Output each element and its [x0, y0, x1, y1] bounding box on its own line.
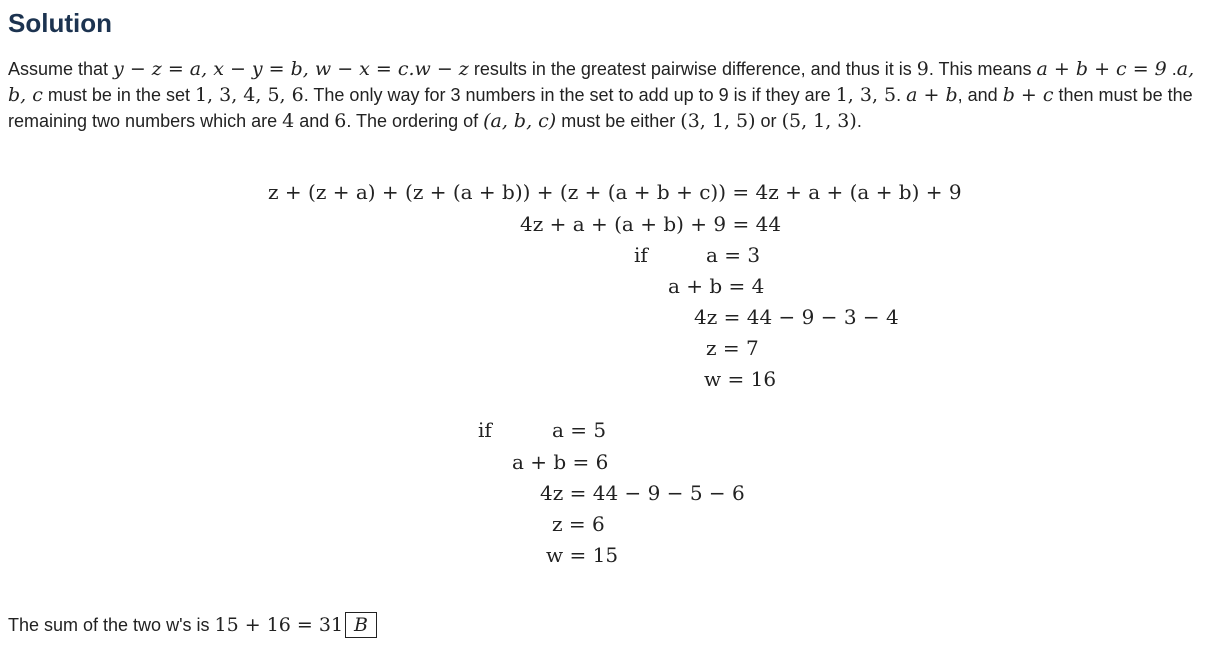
math-run: (a, b, c) — [483, 110, 557, 132]
math-run: (5, 1, 3) — [781, 110, 857, 132]
page-title: Solution — [8, 8, 112, 38]
case1-4z: 4z = 44 − 9 − 3 − 4 — [694, 305, 899, 329]
math-run: y − z = a, x − y = b, w − x = c.w − z — [113, 58, 469, 80]
text-run: . This means — [928, 59, 1037, 79]
text-run: must be either — [556, 111, 681, 131]
text-run: results in the greatest pairwise difference, and thus it is — [468, 59, 917, 79]
answer-box: B — [345, 612, 377, 638]
text-run: or — [755, 111, 782, 131]
text-run: , and — [957, 85, 1003, 105]
case2-a: a = 5 — [552, 418, 607, 442]
text-run: must be in the set — [42, 85, 195, 105]
case1-z: z = 7 — [706, 336, 759, 360]
case2-w: w = 15 — [546, 543, 619, 567]
math-run: a + b — [906, 84, 958, 106]
math-run: 4 — [282, 110, 295, 132]
case2-if: if — [478, 418, 492, 442]
case1-ab: a + b = 4 — [668, 274, 765, 298]
math-run: 1, 3, 4, 5, 6 — [194, 84, 304, 106]
text-run: . — [896, 85, 907, 105]
text-run: . The only way for 3 numbers in the set to add up to 9 is if they are — [303, 85, 836, 105]
final-math: 15 + 16 = 31 — [214, 614, 344, 636]
case2-ab: a + b = 6 — [512, 450, 609, 474]
math-run: 6 — [334, 110, 347, 132]
math-run: (3, 1, 5) — [680, 110, 756, 132]
final-answer-line — [8, 612, 377, 638]
final-text: The sum of the two w's is — [8, 615, 215, 635]
case1-w: w = 16 — [704, 367, 777, 391]
text-run: and — [294, 111, 335, 131]
case2-z: z = 6 — [552, 512, 605, 536]
equation-reduced: 4z + a + (a + b) + 9 = 44 — [520, 212, 782, 236]
text-run: . — [1166, 59, 1177, 79]
equation-main: z + (z + a) + (z + (a + b)) + (z + (a + b + c)) = 4z + a + (a + b) + 9 — [268, 180, 962, 204]
case2-4z: 4z = 44 − 9 − 5 − 6 — [540, 481, 745, 505]
text-run: . The ordering of — [346, 111, 484, 131]
text-run: then must be the remaining two numbers which are — [8, 85, 1193, 131]
math-run: a + b + c = 9 — [1036, 58, 1167, 80]
math-run: b + c — [1002, 84, 1054, 106]
case1-a: a = 3 — [706, 243, 761, 267]
math-run: 9 — [916, 58, 929, 80]
case1-if: if — [634, 243, 648, 267]
math-run: a, b, c — [8, 58, 1195, 106]
math-run: 1, 3, 5 — [835, 84, 897, 106]
text-run: . — [856, 111, 862, 131]
solution-paragraph — [8, 56, 1208, 134]
text-run: Assume that — [8, 59, 114, 79]
